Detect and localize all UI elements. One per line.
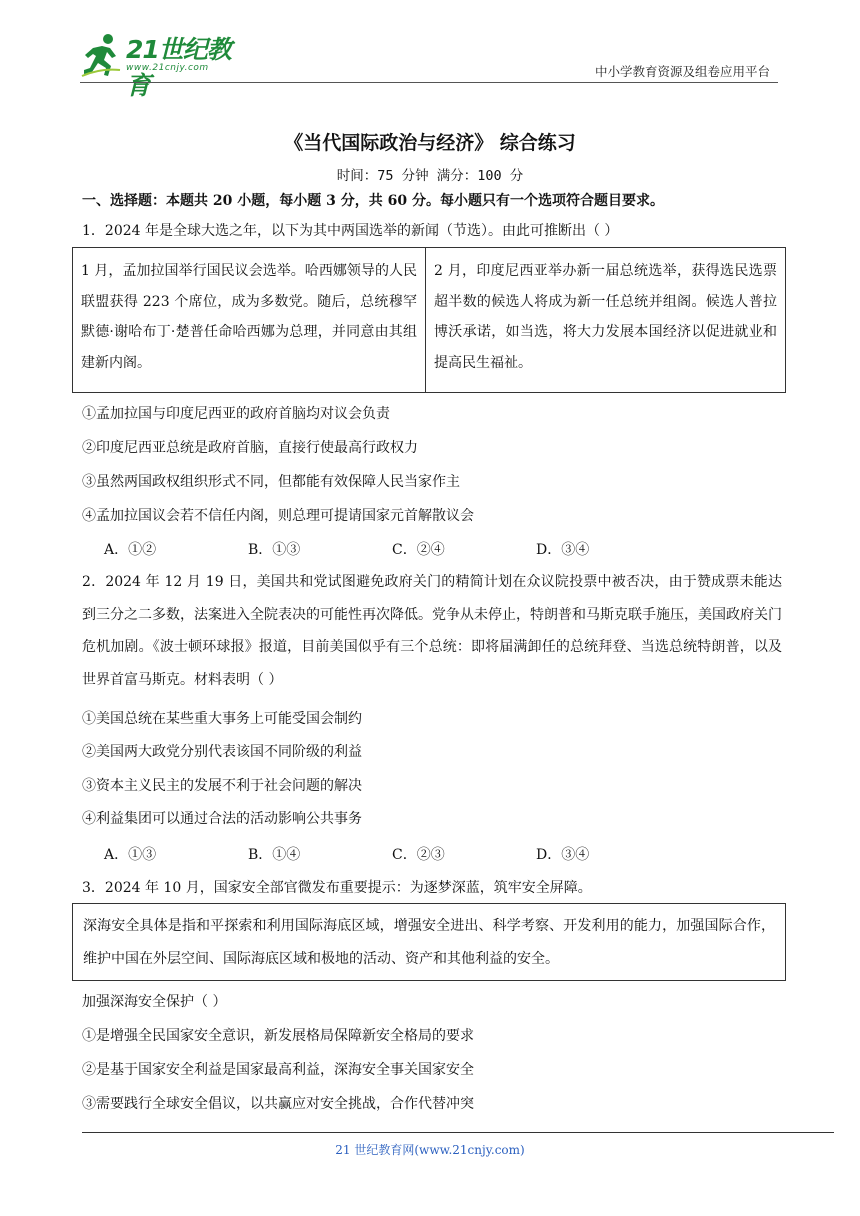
q1-option-a[interactable]: A．①② <box>104 542 157 558</box>
section-heading: 一、选择题：本题共 20 小题，每小题 3 分，共 60 分。每小题只有一个选项符合题目要求。 <box>82 193 664 209</box>
header-divider <box>80 82 778 83</box>
footer-link[interactable]: 21 世纪教育网(www.21cnjy.com) <box>335 1143 525 1157</box>
q3-lead: 加强深海安全保护（ ） <box>82 994 227 1010</box>
running-figure-icon <box>80 32 124 78</box>
q1-options <box>104 539 680 559</box>
q2-statement: ③资本主义民主的发展不利于社会问题的解决 <box>82 778 362 794</box>
q3-statement: ①是增强全民国家安全意识，新发展格局保障新安全格局的要求 <box>82 1028 474 1044</box>
q1-news-bangladesh: 1 月，孟加拉国举行国民议会选举。哈西娜领导的人民联盟获得 223 个席位，成为多数党。随后，总统穆罕默德·谢哈布丁·楚普任命哈西娜为总理，并同意由其组建新内阁。 <box>73 248 426 392</box>
q3-statement: ③需要践行全球安全倡议，以共赢应对安全挑战，合作代替冲突 <box>82 1096 474 1112</box>
logo-text: 21世纪教育 <box>126 35 231 100</box>
q2-option-c[interactable]: C．②③ <box>392 847 445 863</box>
q1-news-box <box>72 247 786 393</box>
q1-option-c[interactable]: C．②④ <box>392 542 445 558</box>
logo-url: www.21cnjy.com <box>126 63 209 73</box>
q2-option-a[interactable]: A．①③ <box>104 847 157 863</box>
q3-stem: 3．2024 年 10 月，国家安全部官微发布重要提示：为逐梦深蓝，筑牢安全屏障。 <box>82 880 592 896</box>
q2-statement: ①美国总统在某些重大事务上可能受国会制约 <box>82 711 362 727</box>
q1-stem: 1．2024 年是全球大选之年，以下为其中两国选举的新闻（节选）。由此可推断出（ ） <box>82 223 619 239</box>
q2-option-d[interactable]: D．③④ <box>536 847 590 863</box>
q2-statement: ②美国两大政党分别代表该国不同阶级的利益 <box>82 744 362 760</box>
header-tagline: 中小学教育资源及组卷应用平台 <box>594 64 770 79</box>
q3-statement: ②是基于国家安全利益是国家最高利益，深海安全事关国家安全 <box>82 1062 474 1078</box>
q1-statement: ④孟加拉国议会若不信任内阁，则总理可提请国家元首解散议会 <box>82 508 474 524</box>
q2-statement: ④利益集团可以通过合法的活动影响公共事务 <box>82 811 362 827</box>
q1-statement: ③虽然两国政权组织形式不同，但都能有效保障人民当家作主 <box>82 474 460 490</box>
q1-option-d[interactable]: D．③④ <box>536 542 590 558</box>
q1-news-indonesia: 2 月，印度尼西亚举办新一届总统选举，获得选民选票超半数的候选人将成为新一任总统并组阁。候选人普拉博沃承诺，如当选，将大力发展本国经济以促进就业和提高民生福祉。 <box>434 263 777 371</box>
q1-option-b[interactable]: B．①③ <box>248 542 301 558</box>
q2-option-b[interactable]: B．①④ <box>248 847 301 863</box>
q2-stem: 2．2024 年 12 月 19 日，美国共和党试图避免政府关门的精简计划在众议院投票中被否决，由于赞成票未能达到三分之二多数，法案进入全院表决的可能性再次降低。党争从未停止，特朗普和马斯克联手施压，美国政府关门危机加剧。《波士顿环球报》报道，目前美国似乎有三个总统：即将届满卸任的总统拜登、当选总统特朗普，以及世界首富马斯克。材料表明（ ） <box>82 574 782 688</box>
exam-meta: 时间：75 分钟 满分：100 分 <box>336 168 524 184</box>
q2-options <box>104 844 680 864</box>
footer-divider <box>82 1132 834 1133</box>
q1-statement: ②印度尼西亚总统是政府首脑，直接行使最高行政权力 <box>82 440 418 456</box>
page-title: 《当代国际政治与经济》 综合练习 <box>284 132 576 154</box>
q1-statement: ①孟加拉国与印度尼西亚的政府首脑均对议会负责 <box>82 406 390 422</box>
site-logo[interactable] <box>80 30 250 100</box>
q3-material-box: 深海安全具体是指和平探索和利用国际海底区域，增强安全进出、科学考察、开发利用的能力，加强国际合作，维护中国在外层空间、国际海底区域和极地的活动、资产和其他利益的安全。 <box>72 903 786 981</box>
